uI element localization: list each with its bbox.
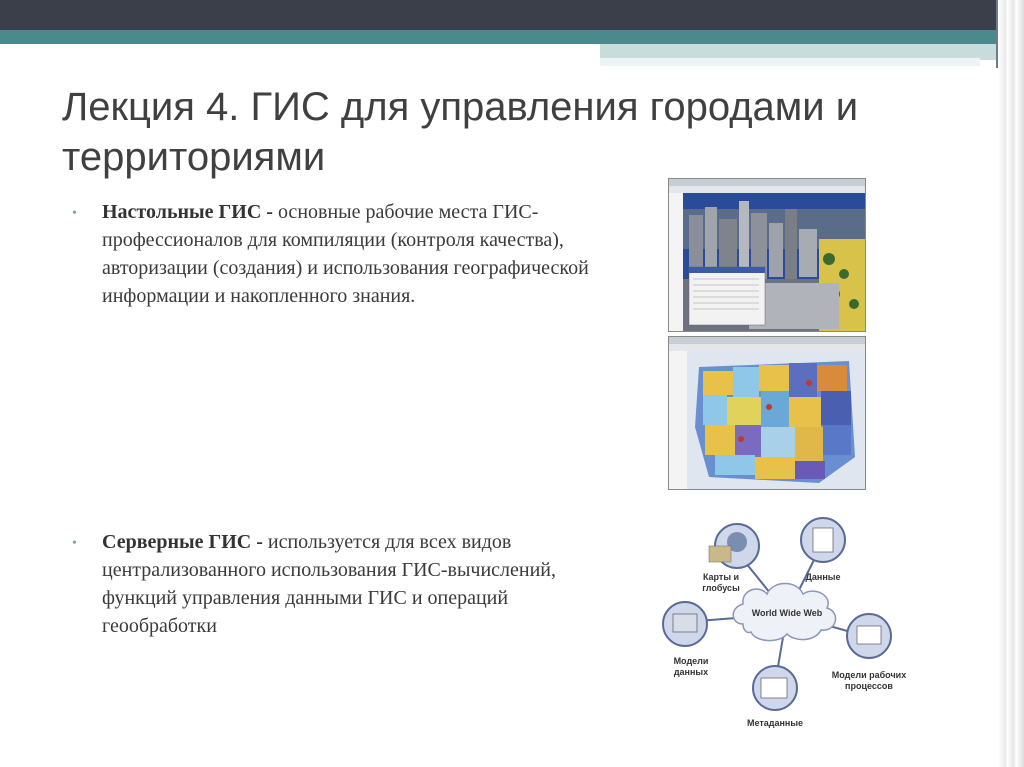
cloud-label: World Wide Web bbox=[751, 608, 823, 618]
server-gis-diagram bbox=[655, 512, 920, 737]
bullet-text: основные рабочие места ГИС-профессионалов для компиляции (контроля качества), авторизации (создания) и использования географической информации и накопленного знания. bbox=[102, 201, 589, 307]
right-edge-decoration bbox=[998, 0, 1024, 767]
node-label-meta: Метаданные bbox=[746, 718, 804, 728]
bullet-dot: • bbox=[72, 206, 77, 221]
node-label-data: Данные bbox=[805, 572, 841, 582]
bullet-text: используется для всех видов централизованного использования ГИС-вычислений, функций управления данными ГИС и операций геообработки bbox=[102, 531, 557, 637]
node-label-models: Модели данных bbox=[673, 656, 709, 677]
top-pale-band bbox=[600, 58, 980, 66]
bullet-desktop-gis bbox=[102, 198, 602, 310]
desktop-gis-map-screenshot bbox=[668, 336, 866, 490]
node-label-maps: Карты и глобусы bbox=[702, 572, 740, 593]
slide-title: Лекция 4. ГИС для управления городами и территориями bbox=[62, 85, 859, 179]
bullet-server-gis bbox=[102, 528, 572, 640]
bullet-dot: • bbox=[72, 536, 77, 551]
desktop-gis-3d-screenshot bbox=[668, 178, 866, 332]
bullet-term: Серверные ГИС - bbox=[102, 531, 268, 553]
top-teal-band bbox=[0, 30, 1024, 44]
top-dark-bar bbox=[0, 0, 1024, 30]
node-label-workflow: Модели рабочих процессов bbox=[831, 670, 907, 691]
bullet-term: Настольные ГИС - bbox=[102, 201, 278, 223]
